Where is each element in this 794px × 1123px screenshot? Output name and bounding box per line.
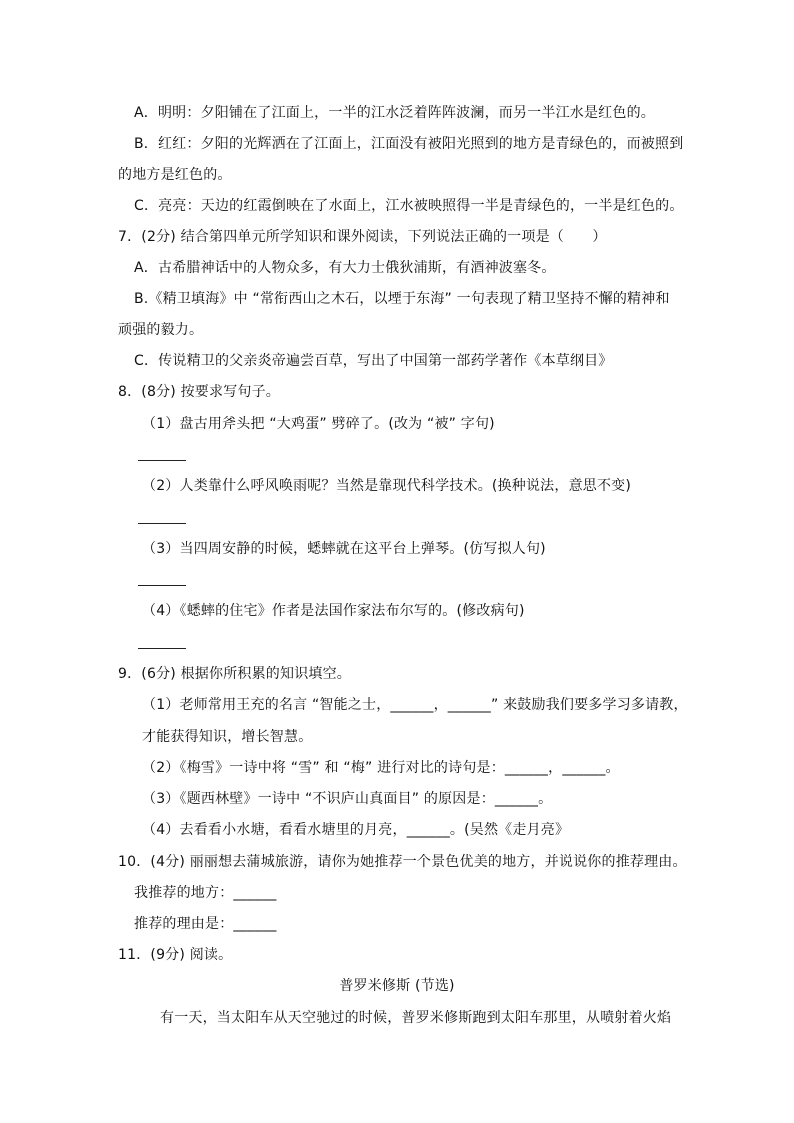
q9-item-2: （2）《梅雪》一诗中将 “雪” 和 “梅” 进行对比的诗句是：______，______。 [142,760,620,776]
q7-option-b-continued: 顽强的毅力。 [118,322,204,338]
q8-answer-line-3[interactable] [138,585,186,586]
q9-item-3: （3）《题西林壁》一诗中 “不识庐山真面目” 的原因是：______。 [142,791,553,807]
q7-stem: 7．(2分) 结合第四单元所学知识和课外阅读，下列说法正确的一项是（ ） [118,229,607,245]
q8-stem: 8．(8分) 按要求写句子。 [118,384,280,400]
q6-option-b: B．红红：夕阳的光辉洒在了江面上，江面没有被阳光照到的地方是青绿色的，而被照到 [134,136,684,152]
q9-item-4: （4）去看看小水塘，看看水塘里的月亮，______。(吴然《走月亮》 [142,822,570,838]
q6-option-a: A．明明：夕阳铺在了江面上，一半的江水泛着阵阵波澜，而另一半江水是红色的。 [134,105,655,121]
q6-option-b-continued: 的地方是红色的。 [118,167,232,183]
q7-option-b: B.《精卫填海》中 “常衔西山之木石，以堙于东海” 一句表现了精卫坚持不懈的精神和 [134,291,670,307]
passage-paragraph: 有一天，当太阳车从天空驰过的时候，普罗米修斯跑到太阳车那里，从喷射着火焰 [160,1010,672,1026]
q7-option-a: A．古希腊神话中的人物众多，有大力士俄狄浦斯，有酒神波塞冬。 [134,260,556,276]
q10-recommended-place: 我推荐的地方：______ [134,885,277,901]
q8-item-1: （1）盘古用斧头把 “大鸡蛋” 劈碎了。(改为 “被” 字句) [142,416,495,432]
q6-option-c: C．亮亮：天边的红霞倒映在了水面上，江水被映照得一半是青绿色的，一半是红色的。 [134,198,684,214]
passage-title: 普罗米修斯 (节选) [339,978,455,994]
q8-item-2: （2）人类靠什么呼风唤雨呢？当然是靠现代科学技术。(换种说法，意思不变) [142,478,632,494]
q11-stem: 11．(9分) 阅读。 [118,947,233,963]
q9-stem: 9．(6分) 根据你所积累的知识填空。 [118,666,351,682]
q8-item-4: （4）《蟋蟀的住宅》作者是法国作家法布尔写的。(修改病句) [142,603,525,619]
q9-item-1-continued: 才能获得知识，增长智慧。 [142,729,313,745]
q8-answer-line-4[interactable] [138,648,186,649]
q9-item-1: （1）老师常用王充的名言 “智能之士，______，______” 来鼓励我们要多学习多请教， [142,697,688,713]
q10-stem: 10．(4分) 丽丽想去蒲城旅游，请你为她推荐一个景色优美的地方，并说说你的推荐理由。 [118,854,687,870]
q8-answer-line-2[interactable] [138,523,186,524]
q8-item-3: （3）当四周安静的时候，蟋蟀就在这平台上弹琴。(仿写拟人句) [142,541,546,557]
q10-recommend-reason: 推荐的理由是：______ [134,916,277,932]
q7-option-c: C．传说精卫的父亲炎帝遍尝百草，写出了中国第一部药学著作《本草纲目》 [134,353,613,369]
q8-answer-line-1[interactable] [138,460,186,461]
